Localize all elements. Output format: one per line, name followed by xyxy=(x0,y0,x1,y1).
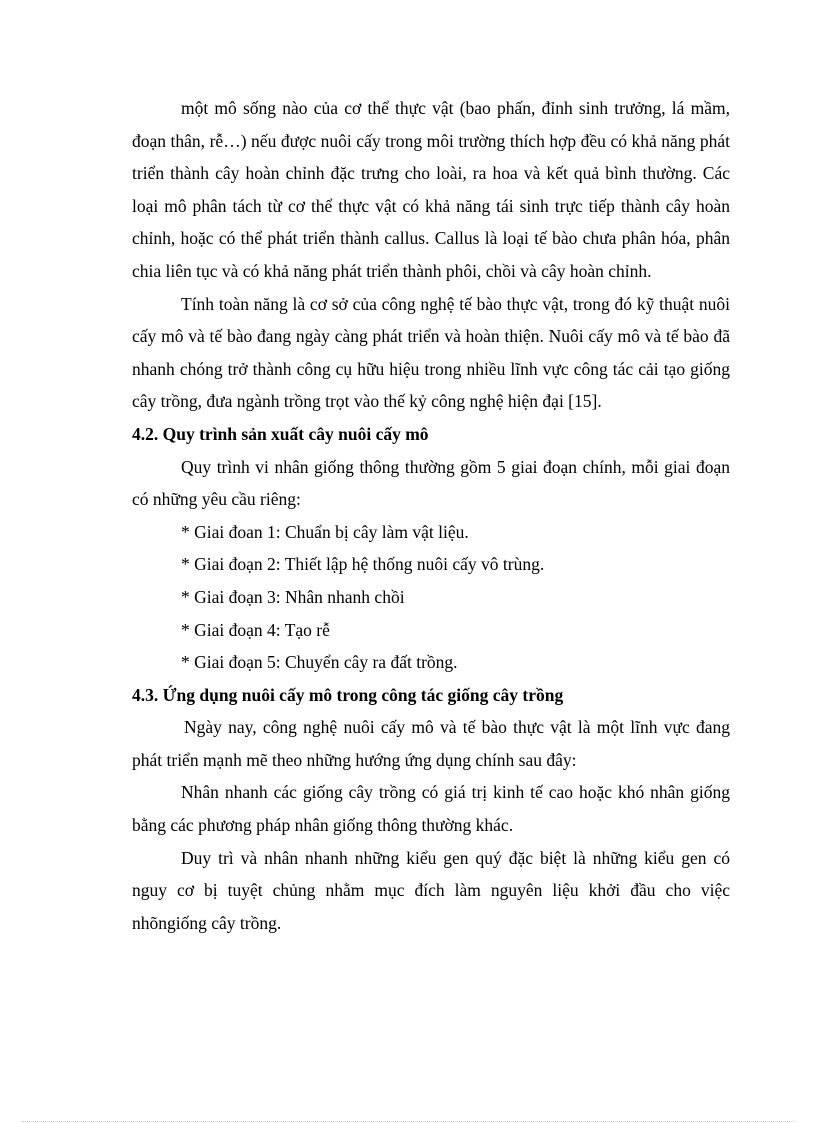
stage-item-1: * Giai đoan 1: Chuẩn bị cây làm vật liệu. xyxy=(181,521,469,542)
paragraph-totipotency: một mô sống nào của cơ thể thực vật (bao phấn, đỉnh sinh trưởng, lá mầm, đoạn thân, rễ…) nếu được nuôi cấy trong môi trường thích hợp đều có khả năng phát triển thành cây hoàn chỉnh đặc trưng cho loài, ra hoa và kết quả bình thường. Các loại mô phân tách từ cơ thể thực vật có khả năng tái sinh trực tiếp thành cây hoàn chỉnh, hoặc có thể phát triển thành callus. Callus là loại tế bào chưa phân hóa, phân chia liên tục và có khả năng phát triển thành phôi, chồi và cây hoàn chỉnh. xyxy=(132,98,730,281)
paragraph-rapid-propagation: Nhân nhanh các giống cây trồng có giá trị kinh tế cao hoặc khó nhân giống bằng các phương pháp nhân giống thông thường khác. xyxy=(132,782,730,836)
paragraph-cell-technology: Tính toàn năng là cơ sở của công nghệ tế bào thực vật, trong đó kỹ thuật nuôi cấy mô và tế bào đang ngày càng phát triển và hoàn thiện. Nuôi cấy mô và tế bào đã nhanh chóng trở thành công cụ hữu hiệu trong nhiều lĩnh vực công tác cải tạo giống cây trồng, đưa ngành trồng trọt vào thế kỷ công nghệ hiện đại [15]. xyxy=(132,293,730,412)
stage-item-4: * Giai đoạn 4: Tạo rễ xyxy=(181,619,330,640)
section-heading-4-2: 4.2. Quy trình sản xuất cây nuôi cấy mô xyxy=(132,423,429,444)
paragraph-genotype-conservation: Duy trì và nhân nhanh những kiểu gen quý đặc biệt là những kiểu gen có nguy cơ bị tuyệt chủng nhằm mục đích làm nguyên liệu khởi đầu cho việc nhõngiống cây trồng. xyxy=(132,847,730,933)
paragraph-applications-intro: Ngày nay, công nghệ nuôi cấy mô và tế bào thực vật là một lĩnh vực đang phát triển mạnh mẽ theo những hướng ứng dụng chính sau đây: xyxy=(132,717,730,770)
stage-item-3: * Giai đoạn 3: Nhân nhanh chồi xyxy=(181,586,405,607)
stage-item-2: * Giai đoạn 2: Thiết lập hệ thống nuôi cấy vô trùng. xyxy=(181,554,545,575)
document-page xyxy=(132,92,730,939)
stage-item-5: * Giai đoạn 5: Chuyển cây ra đất trồng. xyxy=(181,652,458,673)
paragraph-process-intro: Quy trình vi nhân giống thông thường gồm 5 giai đoạn chính, mỗi giai đoạn có những yêu cầu riêng: xyxy=(132,456,730,510)
page-bottom-rule xyxy=(22,1121,794,1122)
section-heading-4-3: 4.3. Ứng dụng nuôi cấy mô trong công tác giống cây trồng xyxy=(132,684,564,705)
